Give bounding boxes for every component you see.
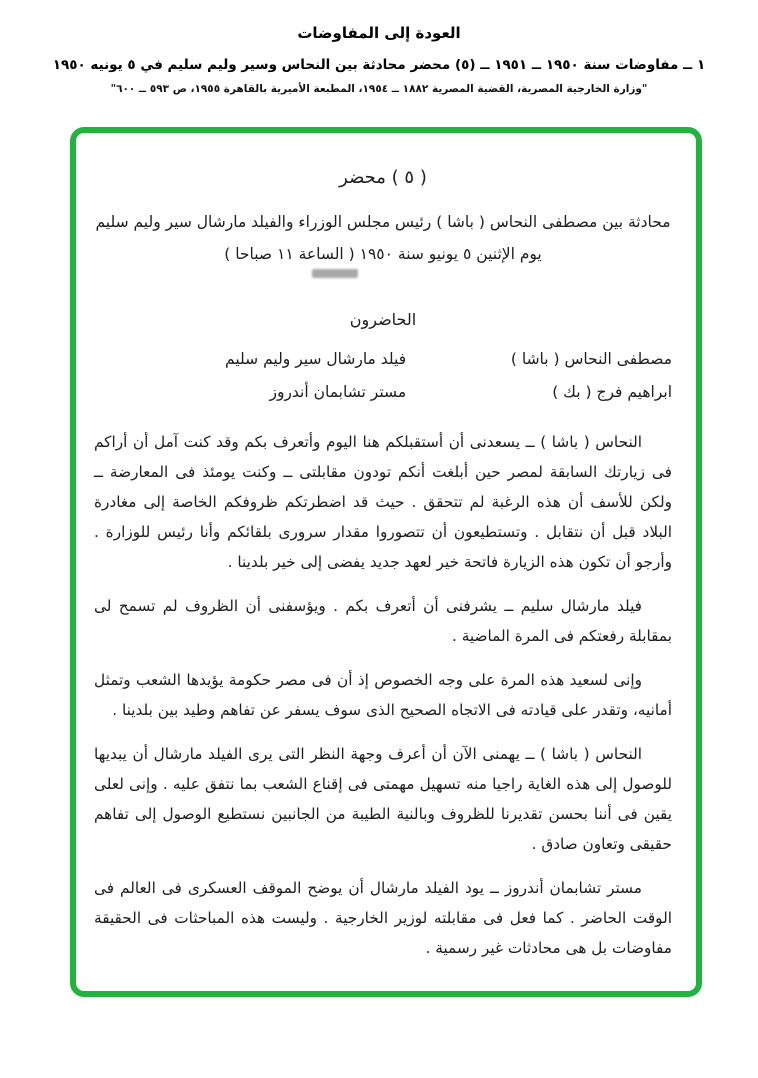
document-title: ( ٥ ) محضر — [339, 167, 427, 188]
attendee-name-british: مستر تشابمان أندروز — [269, 383, 407, 401]
source-citation: "وزارة الخارجية المصرية، القضية المصرية ١٨٨٢ ــ ١٩٥٤، المطبعة الأميرية بالقاهرة ١٩٥٥، ص ٥٩٣ ــ ٦٠٠" — [110, 83, 648, 95]
page-header — [0, 0, 758, 95]
paragraph-slim-1: فيلد مارشال سليم ــ يشرفنى أن أتعرف بكم . ويؤسفنى أن الظروف لم تسمح لى بمقابلة رفعتكم فى المرة الماضية . — [94, 597, 672, 645]
attendee-name-egyptian: ابراهيم فرج ( بك ) — [552, 383, 672, 401]
attendee-row — [94, 376, 672, 409]
scanned-document — [76, 133, 696, 991]
document-subtitle-line1: محادثة بين مصطفى النحاس ( باشا ) رئيس مجلس الوزراء والفيلد مارشال سير وليم سليم — [95, 213, 671, 231]
paragraph-nahhas-1: النحاس ( باشا ) ــ يسعدنى أن أستقبلكم هنا اليوم وأتعرف بكم وقد كنت آمل أن أراكم فى زيارتك السابقة لمصر حين أبلغت أنكم تودون مقابلتى ــ وكنت يومئذ فى المعارضة ــ ولكن للأسف أن هذه الرغبة لم تتحقق . حيث قد اضطرتكم ظروفكم الخاصة إلى مغادرة البلاد قبل أن نتقابل . وتستطيعون أن تتصوروا مقدار سرورى بلقائكم وأنا رئيس للوزارة . وأرجو أن تكون هذه الزيارة فاتحة خير لعهد جديد يفضى إلى خير بلدينا . — [94, 433, 672, 571]
paragraph-slim-2: وإنى لسعيد هذه المرة على وجه الخصوص إذ أن فى مصر حكومة يؤيدها الشعب وتمثل أمانيه، وتقدر على قيادته فى الاتجاه الصحيح الذى سوف يسفر عن تفاهم وطيد بين بلدينا . — [94, 671, 672, 719]
scan-artifact — [312, 269, 358, 278]
paragraph-nahhas-2: النحاس ( باشا ) ــ يهمنى الآن أن أعرف وجهة النظر التى يرى الفيلد مارشال أن يبديها للوصول إلى هذه الغاية راجيا منه تسهيل مهمتى فى إقناع الشعب بما نتفق عليه . وإنى لعلى يقين فى أننا بحسن تقديرنا للظروف وبالنية الطيبة من الجانبين نستطيع الوصول إلى تفاهم حقيقى وتعاون صادق . — [94, 745, 672, 853]
attendee-row — [94, 343, 672, 376]
paragraph-andrews: مستر تشابمان أندروز ــ يود الفيلد مارشال أن يوضح الموقف العسكرى فى العالم فى الوقت الحاضر . كما فعل فى مقابلته لوزير الخارجية . وليست هذه المباحثات فى الحقيقة مفاوضات بل هى محادثات غير رسمية . — [94, 879, 672, 957]
page-title: العودة إلى المفاوضات — [297, 24, 461, 42]
entry-heading: ١ ــ مفاوضات سنة ١٩٥٠ ــ ١٩٥١ ــ (٥) محضر محادثة بين النحاس وسير وليم سليم في ٥ يونيه ١٩٥٠ — [52, 57, 706, 73]
document-subtitle-line2: يوم الإثنين ٥ يونيو سنة ١٩٥٠ ( الساعة ١١ صباحا ) — [224, 245, 542, 263]
attendees-list — [94, 343, 672, 409]
attendees-heading: الحاضرون — [349, 310, 417, 329]
highlight-frame — [70, 127, 702, 997]
attendee-name-egyptian: مصطفى النحاس ( باشا ) — [510, 350, 672, 368]
attendee-name-british: فيلد مارشال سير وليم سليم — [225, 350, 407, 368]
